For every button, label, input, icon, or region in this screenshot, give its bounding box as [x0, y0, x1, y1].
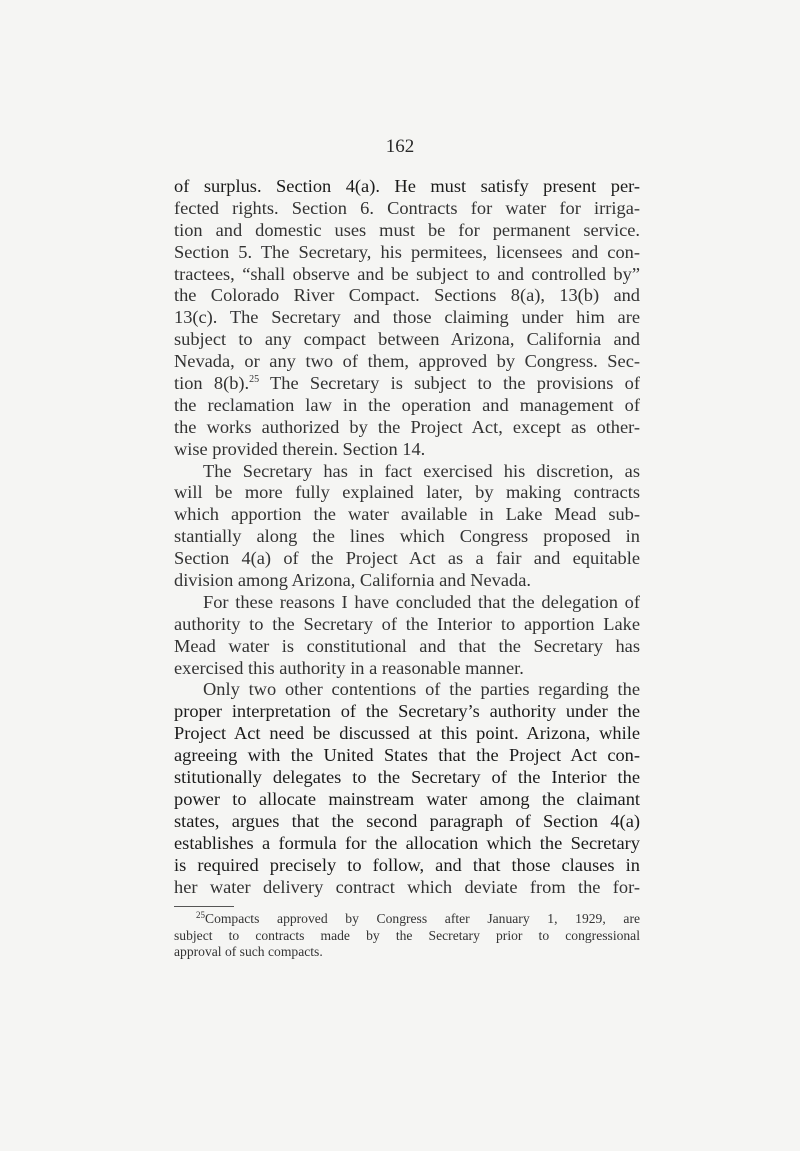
page-number: 162	[385, 136, 415, 157]
body-line	[174, 373, 640, 395]
body-line-text: is required precisely to follow, and that those clauses in	[174, 854, 640, 875]
body-line-text: tion and domestic uses must be for permanent service.	[174, 219, 640, 240]
body-line	[174, 504, 640, 526]
body-line-text: division among Arizona, California and Nevada.	[174, 570, 531, 591]
body-line	[174, 176, 640, 198]
body-line	[174, 329, 640, 351]
body-line	[174, 855, 640, 877]
body-line-text: the Colorado River Compact. Sections 8(a), 13(b) and	[174, 285, 640, 306]
body-line	[174, 439, 640, 461]
footnote-text: approval of such compacts.	[174, 944, 323, 960]
body-line	[174, 264, 640, 286]
body-line-text: 13(c). The Secretary and those claiming under him are	[174, 307, 640, 328]
body-line-text: authority to the Secretary of the Interior to apportion Lake	[174, 613, 640, 634]
body-line-text: states, argues that the second paragraph of Section 4(a)	[174, 810, 640, 831]
body-line-text: exercised this authority in a reasonable manner.	[174, 657, 524, 678]
body-line-text: Nevada, or any two of them, approved by Congress. Sec-	[174, 351, 640, 372]
body-line	[174, 745, 640, 767]
body-line-text: fected rights. Section 6. Contracts for water for irriga-	[174, 197, 640, 218]
footnote-line	[174, 944, 640, 961]
body-line-text: wise provided therein. Section 14.	[174, 438, 426, 459]
body-line-text: tion 8(b).	[174, 373, 250, 394]
body-line	[174, 767, 640, 789]
footnote-text: subject to contracts made by the Secretary prior to congressional	[174, 927, 640, 943]
body-line-text: will be more fully explained later, by making contracts	[174, 482, 640, 503]
body-line	[174, 417, 640, 439]
footnote-reference: 25	[249, 374, 260, 386]
body-line-text: stitutionally delegates to the Secretary of the Interior the	[174, 767, 640, 788]
body-line-text: agreeing with the United States that the Project Act con-	[174, 745, 640, 766]
body-line	[174, 285, 640, 307]
body-line-text: proper interpretation of the Secretary’s authority under the	[174, 701, 640, 722]
body-line	[174, 592, 640, 614]
body-line	[174, 723, 640, 745]
body-line	[174, 351, 640, 373]
body-line-text: Mead water is constitutional and that the Secretary has	[174, 635, 640, 656]
body-line	[174, 482, 640, 504]
footnote-line	[174, 911, 640, 928]
body-line-text: establishes a formula for the allocation which the Secretary	[174, 832, 640, 853]
body-line-text: Section 4(a) of the Project Act as a fair and equitable	[174, 548, 640, 569]
body-line	[174, 242, 640, 264]
body-line	[174, 548, 640, 570]
body-line	[174, 679, 640, 701]
body-text	[174, 176, 640, 898]
footnote-text: Compacts approved by Congress after January 1, 1929, are	[205, 911, 640, 926]
body-line	[174, 570, 640, 592]
body-line-text: Only two other contentions of the parties regarding the	[203, 679, 640, 700]
body-line	[174, 307, 640, 329]
body-line-text-continued: The Secretary is subject to the provisions of	[259, 373, 640, 394]
footnote-marker: 25	[196, 910, 205, 920]
body-line-text: stantially along the lines which Congress proposed in	[174, 526, 640, 547]
body-line-text: Project Act need be discussed at this point. Arizona, while	[174, 723, 640, 744]
body-line	[174, 461, 640, 483]
body-line	[174, 526, 640, 548]
body-line-text: which apportion the water available in Lake Mead sub-	[174, 504, 640, 525]
body-line	[174, 877, 640, 899]
body-line	[174, 614, 640, 636]
body-line-text: For these reasons I have concluded that the delegation of	[203, 591, 640, 612]
body-line	[174, 833, 640, 855]
body-line-text: the reclamation law in the operation and management of	[174, 394, 640, 415]
body-line	[174, 701, 640, 723]
body-line-text: subject to any compact between Arizona, California and	[174, 329, 640, 350]
body-line	[174, 636, 640, 658]
body-line	[174, 198, 640, 220]
body-line-text: power to allocate mainstream water among the claimant	[174, 788, 640, 809]
footnote-line	[174, 928, 640, 945]
body-line-text: The Secretary has in fact exercised his discretion, as	[203, 460, 640, 481]
body-line-text: of surplus. Section 4(a). He must satisfy present per-	[174, 176, 640, 196]
body-line	[174, 395, 640, 417]
body-line	[174, 658, 640, 680]
body-line	[174, 811, 640, 833]
body-line	[174, 220, 640, 242]
body-line-text: tractees, “shall observe and be subject to and controlled by”	[174, 263, 640, 284]
body-line-text: the works authorized by the Project Act, except as other-	[174, 416, 640, 437]
body-line	[174, 789, 640, 811]
footnote-section	[174, 911, 640, 961]
body-line-text: her water delivery contract which deviate from the for-	[174, 876, 640, 897]
footnote-divider	[174, 906, 234, 907]
body-line-text: Section 5. The Secretary, his permitees, licensees and con-	[174, 241, 640, 262]
